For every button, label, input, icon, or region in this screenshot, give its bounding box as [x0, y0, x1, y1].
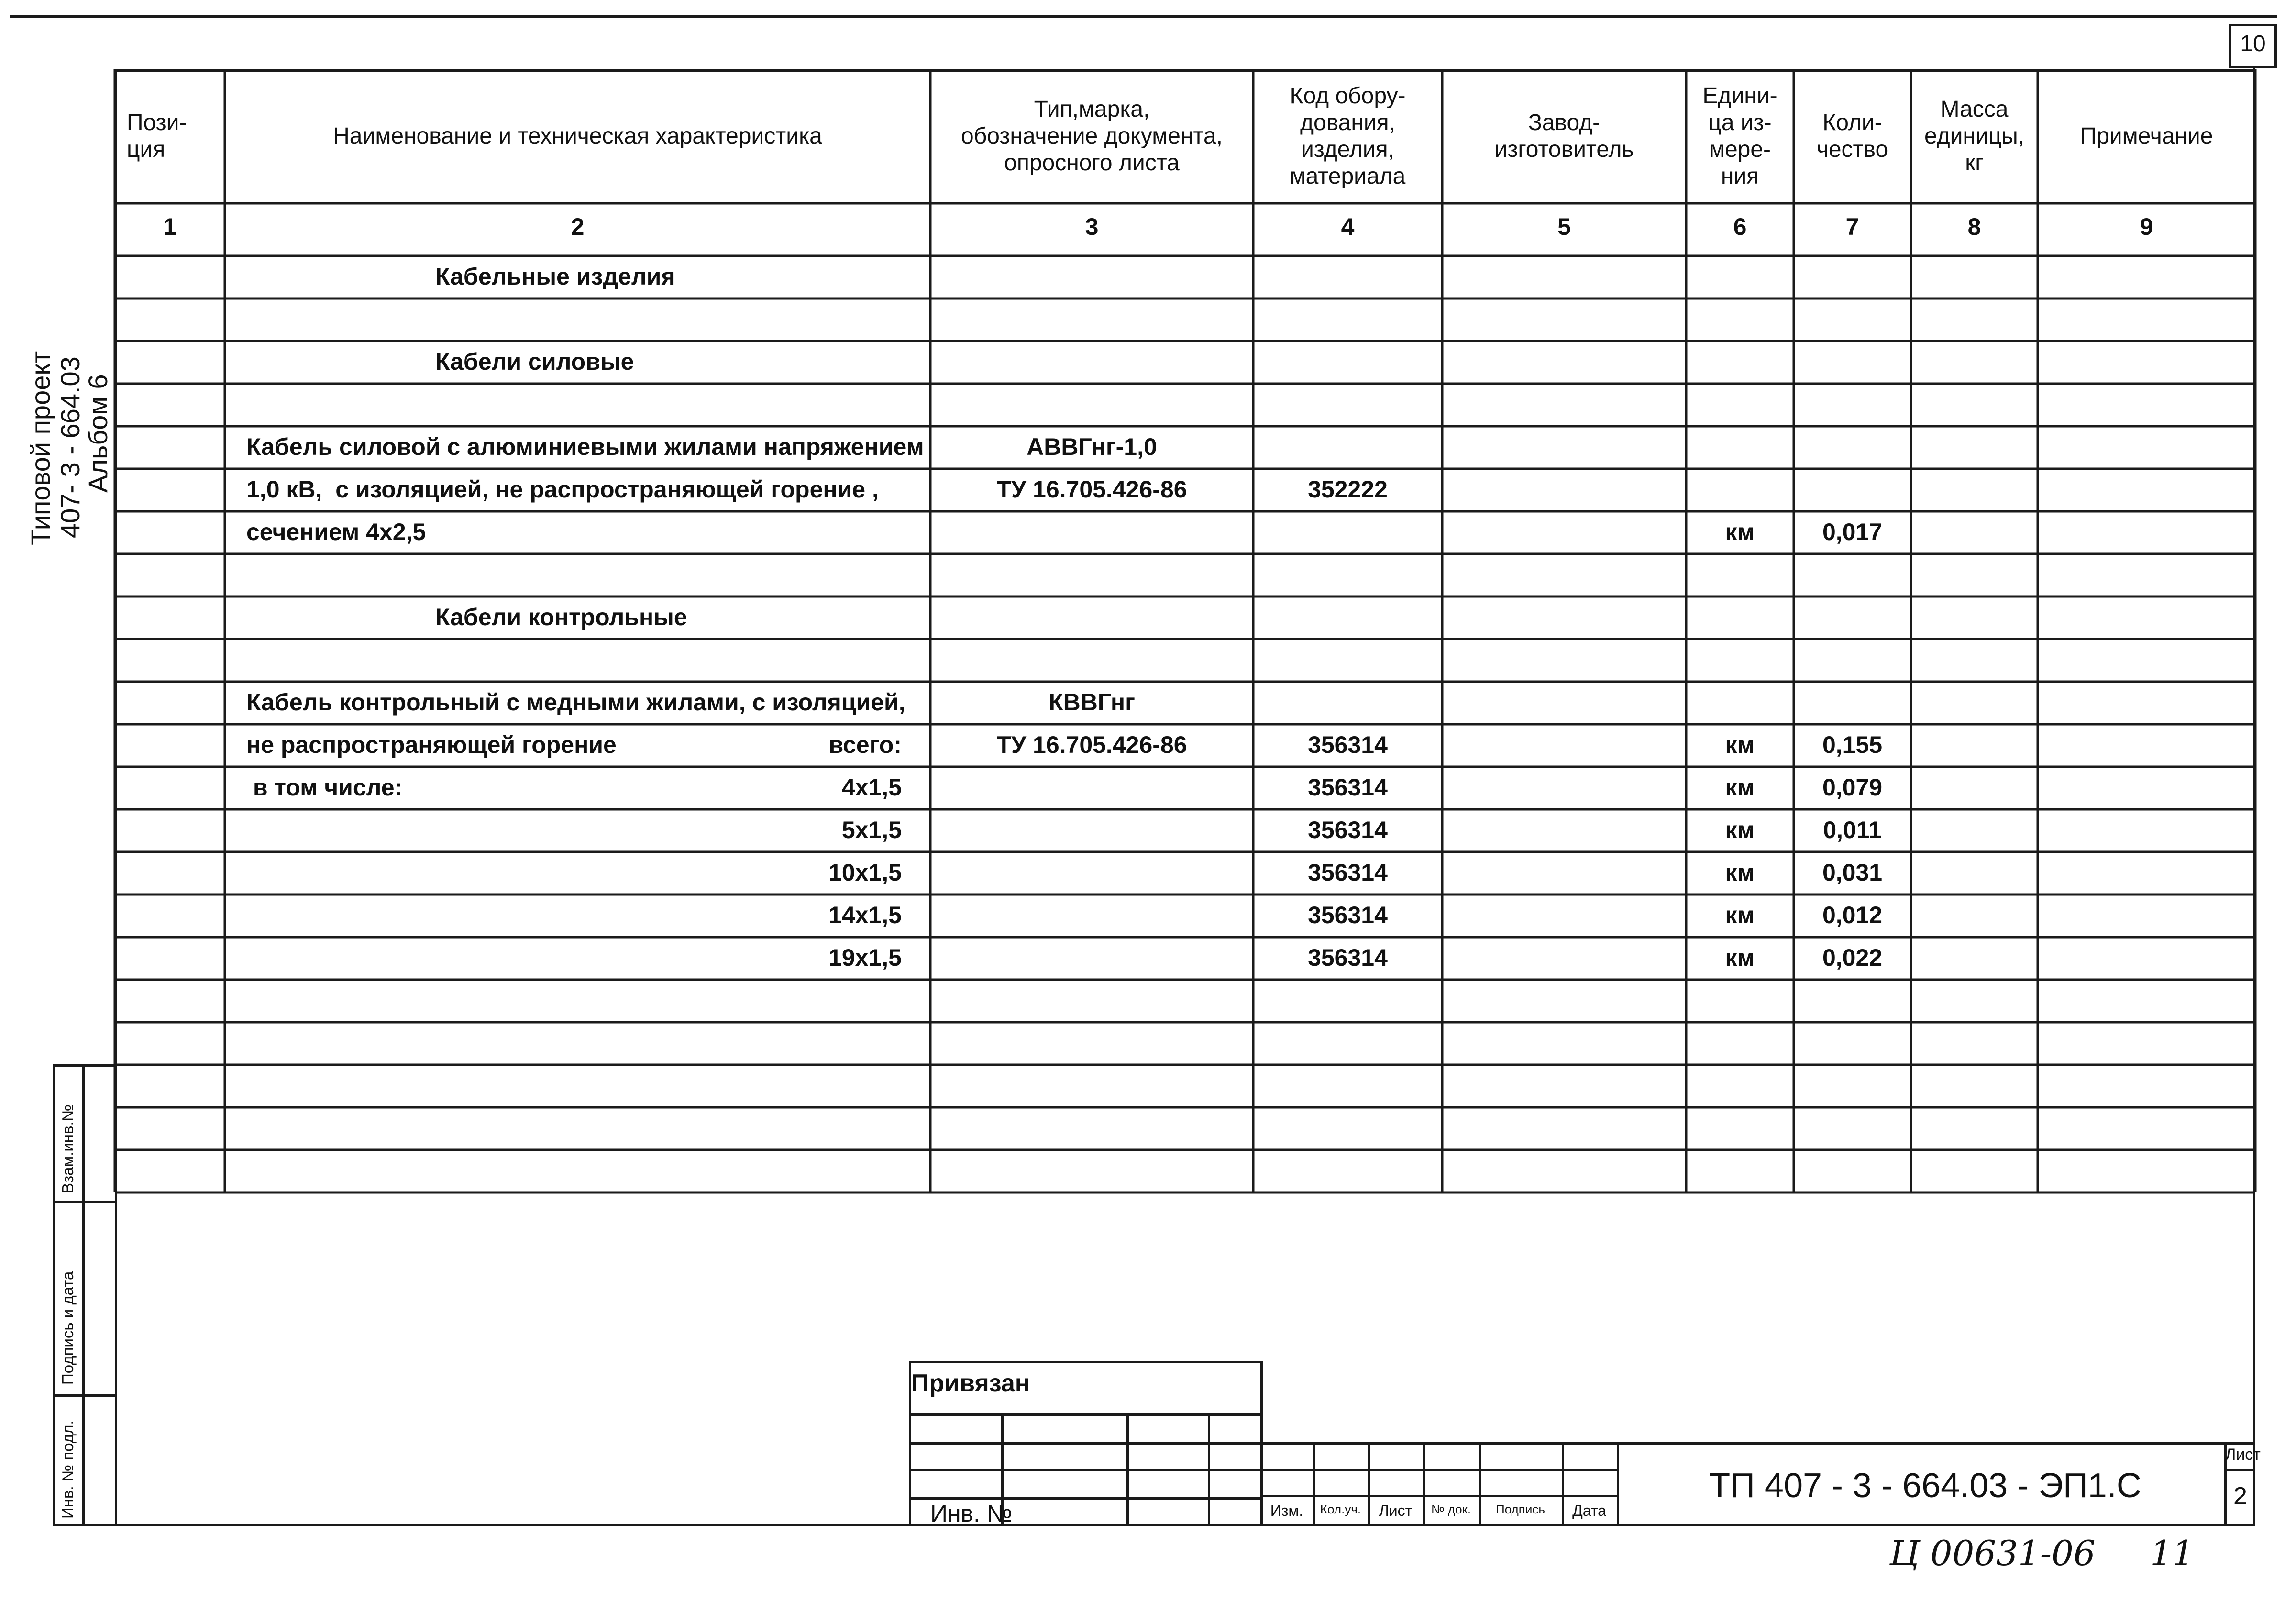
column-header-5: Завод- изготовитель — [1494, 110, 1634, 162]
margin-title-line-2: 407- 3 - 664.03 — [55, 356, 85, 538]
row-type: КВВГнг — [1049, 689, 1135, 716]
row-name-suffix: 10х1,5 — [828, 859, 902, 886]
row-quantity: 0,031 — [1822, 859, 1883, 886]
rev-label: Кол.уч. — [1320, 1502, 1361, 1516]
row-unit: км — [1725, 731, 1755, 758]
row-code: 356314 — [1308, 731, 1388, 758]
row-quantity: 0,079 — [1822, 774, 1883, 801]
row-name: в том числе: — [246, 774, 403, 801]
row-quantity: 0,011 — [1823, 817, 1882, 843]
column-header-8: Масса единицы, кг — [1924, 97, 2025, 176]
column-header-1: Пози- ция — [127, 110, 187, 162]
side-stamp-sep-2 — [53, 1394, 117, 1397]
rev-label: Изм. — [1270, 1502, 1303, 1519]
row-section-heading: Кабели силовые — [435, 348, 634, 375]
handwritten-note: Ц 00631-06 11 — [1889, 1533, 2194, 1573]
bound-vline-2 — [1126, 1413, 1129, 1526]
row-quantity: 0,155 — [1822, 731, 1883, 758]
column-number-6: 6 — [1733, 213, 1747, 240]
bound-title: Привязан — [911, 1369, 1030, 1397]
rev-label: Дата — [1572, 1502, 1606, 1519]
row-unit: км — [1725, 944, 1755, 971]
sheet-cell-sep — [2224, 1469, 2255, 1471]
column-header-4: Код обору- дования, изделия, материала — [1290, 83, 1406, 189]
row-section-heading: Кабели контрольные — [435, 604, 687, 630]
title-block-top — [1260, 1442, 2255, 1445]
column-header-7: Коли- чество — [1816, 110, 1888, 162]
row-code: 356314 — [1308, 902, 1388, 928]
rev-label: № док. — [1431, 1502, 1471, 1516]
row-quantity: 0,022 — [1822, 944, 1883, 971]
row-code: 356314 — [1308, 859, 1388, 886]
rev-label: Лист — [1379, 1502, 1413, 1519]
column-number-3: 3 — [1085, 213, 1099, 240]
row-name: не распространяющей горение — [246, 731, 617, 758]
column-header-2: Наименование и техническая характеристика — [333, 123, 822, 149]
row-name: 1,0 кВ, с изоляцией, не распространяющей горение , — [246, 476, 879, 503]
stamp-replace-inv: Взам.инв.№ — [59, 1104, 77, 1193]
row-name-suffix: всего: — [828, 731, 902, 758]
row-name-suffix: 5х1,5 — [841, 817, 902, 843]
row-type: ТУ 16.705.426-86 — [996, 731, 1187, 758]
row-name: Кабель контрольный с медными жилами, с изоляцией, — [246, 689, 905, 716]
bound-inv-label: Инв. № — [930, 1500, 1013, 1527]
rev-label: Подпись — [1496, 1502, 1545, 1516]
column-number-5: 5 — [1557, 213, 1571, 240]
column-number-9: 9 — [2140, 213, 2153, 240]
sheet-number: 2 — [2233, 1482, 2247, 1510]
sheet-label: Лист — [2225, 1446, 2261, 1464]
row-code: 356314 — [1308, 817, 1388, 843]
side-stamp-sep-1 — [53, 1201, 117, 1203]
row-name: Кабель силовой с алюминиевыми жилами напряжением — [246, 433, 924, 460]
column-number-7: 7 — [1845, 213, 1859, 240]
row-type: АВВГнг-1,0 — [1027, 433, 1157, 460]
title-block-left — [1617, 1442, 1619, 1526]
corner-number: 10 — [2240, 31, 2266, 56]
row-name: сечением 4х2,5 — [246, 519, 426, 545]
row-code: 352222 — [1308, 476, 1388, 503]
bound-vline-3 — [1208, 1413, 1210, 1526]
stamp-inv-original: Инв. № подл. — [59, 1420, 77, 1519]
margin-title-line-3: Альбом 6 — [83, 374, 113, 493]
row-code: 356314 — [1308, 944, 1388, 971]
side-stamp-divider — [82, 1064, 85, 1526]
row-unit: км — [1725, 519, 1755, 545]
stamp-signature-date: Подпись и дата — [59, 1271, 77, 1385]
row-unit: км — [1725, 817, 1755, 843]
margin-title-line-1: Типовой проект — [25, 351, 55, 545]
column-number-4: 4 — [1341, 213, 1355, 240]
row-unit: км — [1725, 859, 1755, 886]
row-quantity: 0,012 — [1822, 902, 1883, 928]
row-quantity: 0,017 — [1822, 519, 1883, 545]
row-name-suffix: 19х1,5 — [828, 944, 902, 971]
row-section-heading: Кабельные изделия — [435, 263, 675, 290]
column-number-1: 1 — [163, 213, 177, 240]
column-header-9: Примечание — [2080, 123, 2213, 149]
row-unit: км — [1725, 774, 1755, 801]
row-code: 356314 — [1308, 774, 1388, 801]
row-type: ТУ 16.705.426-86 — [996, 476, 1187, 503]
row-unit: км — [1725, 902, 1755, 928]
column-number-8: 8 — [1967, 213, 1981, 240]
row-name-suffix: 14х1,5 — [828, 902, 902, 928]
column-header-3: Тип,марка, обозначение документа, опросного листа — [961, 97, 1223, 176]
row-name-suffix: 4х1,5 — [841, 774, 902, 801]
column-header-6: Едини- ца из- мере- ния — [1702, 83, 1777, 189]
column-number-2: 2 — [571, 213, 585, 240]
document-designation: ТП 407 - 3 - 664.03 - ЭП1.С — [1709, 1467, 2141, 1505]
